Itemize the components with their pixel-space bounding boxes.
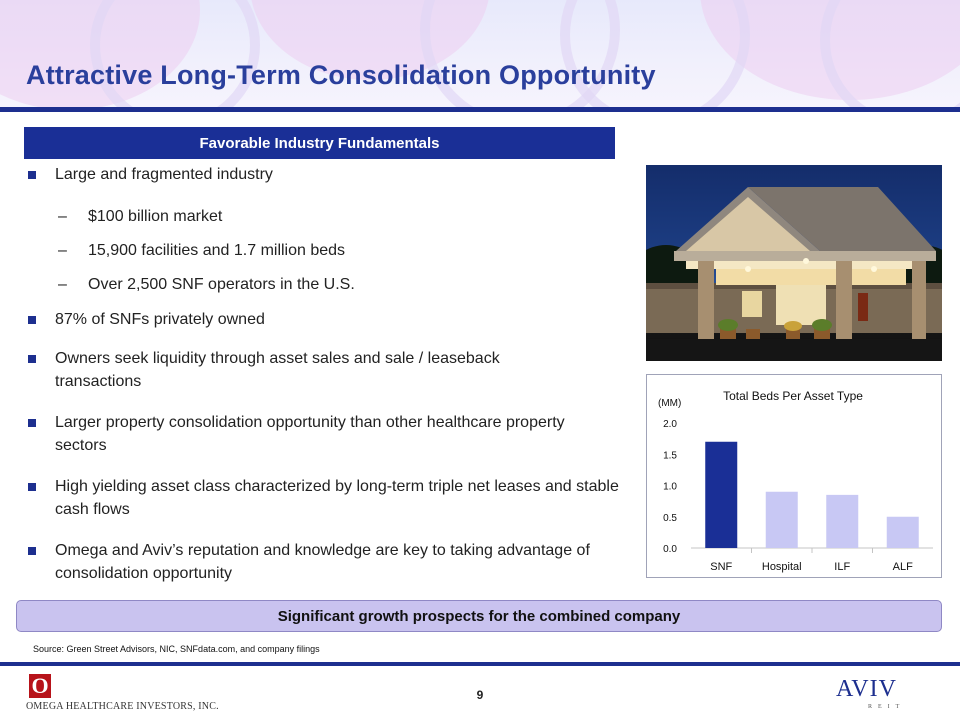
dash-icon: – — [58, 208, 67, 225]
omega-mark-icon: O — [29, 674, 51, 698]
bullet-item: Large and fragmented industry — [24, 163, 624, 186]
aviv-reit-label: REIT — [868, 704, 906, 710]
aviv-wordmark: AVIV — [836, 676, 897, 702]
bullet-square-icon — [28, 316, 36, 324]
bar-alf — [887, 517, 919, 548]
y-tick-label: 0.5 — [663, 512, 677, 524]
bullet-item: Owners seek liquidity through asset sales and sale / leaseback transactions — [24, 347, 584, 393]
y-tick-label: 1.5 — [663, 450, 677, 462]
chart-title: Total Beds Per Asset Type — [723, 389, 863, 403]
bullet-item: Larger property consolidation opportunity than other healthcare property sectors — [24, 411, 584, 457]
beds-chart-svg — [647, 375, 943, 579]
bullet-square-icon — [28, 419, 36, 427]
bullet-item: High yielding asset class characterized by long-term triple net leases and stable cash flows — [24, 475, 624, 521]
sub-bullet-item: – $100 billion market — [24, 205, 624, 228]
y-tick-label: 2.0 — [663, 419, 677, 430]
dash-icon: – — [58, 276, 67, 293]
x-category-label: ALF — [892, 561, 913, 573]
source-note: Source: Green Street Advisors, NIC, SNFdata.com, and company filings — [33, 644, 320, 654]
bar-snf — [705, 442, 737, 548]
aviv-logo — [836, 676, 936, 714]
bullet-item: 87% of SNFs privately owned — [24, 308, 624, 331]
page-number: 9 — [476, 688, 484, 702]
bullet-square-icon — [28, 547, 36, 555]
dash-icon: – — [58, 242, 67, 259]
bar-ilf — [826, 495, 858, 548]
header-background — [0, 0, 960, 108]
omega-company-name: OMEGA HEALTHCARE INVESTORS, INC. — [26, 701, 219, 712]
header-rule — [0, 107, 960, 112]
bullet-item: Omega and Aviv’s reputation and knowledge are key to taking advantage of consolidation opportunity — [24, 539, 624, 585]
sub-bullet-item: – Over 2,500 SNF operators in the U.S. — [24, 273, 624, 296]
bullet-square-icon — [28, 171, 36, 179]
fundamentals-banner: Favorable Industry Fundamentals — [24, 127, 615, 159]
chart-y-unit: (MM) — [658, 398, 682, 409]
beds-chart — [646, 374, 942, 578]
bullet-list — [24, 163, 624, 585]
growth-banner: Significant growth prospects for the combined company — [16, 600, 942, 632]
sub-bullet-item: – 15,900 facilities and 1.7 million beds — [24, 239, 624, 262]
slide-title: Attractive Long-Term Consolidation Opportunity — [26, 60, 656, 90]
y-tick-label: 1.0 — [663, 481, 677, 493]
x-category-label: ILF — [834, 561, 851, 573]
bullet-square-icon — [28, 483, 36, 491]
x-category-label: Hospital — [761, 561, 802, 573]
facility-photo — [646, 165, 942, 361]
x-category-label: SNF — [710, 561, 733, 573]
footer-rule — [0, 662, 960, 666]
y-tick-label: 0.0 — [663, 544, 677, 555]
bar-hospital — [766, 492, 798, 548]
bullet-square-icon — [28, 355, 36, 363]
